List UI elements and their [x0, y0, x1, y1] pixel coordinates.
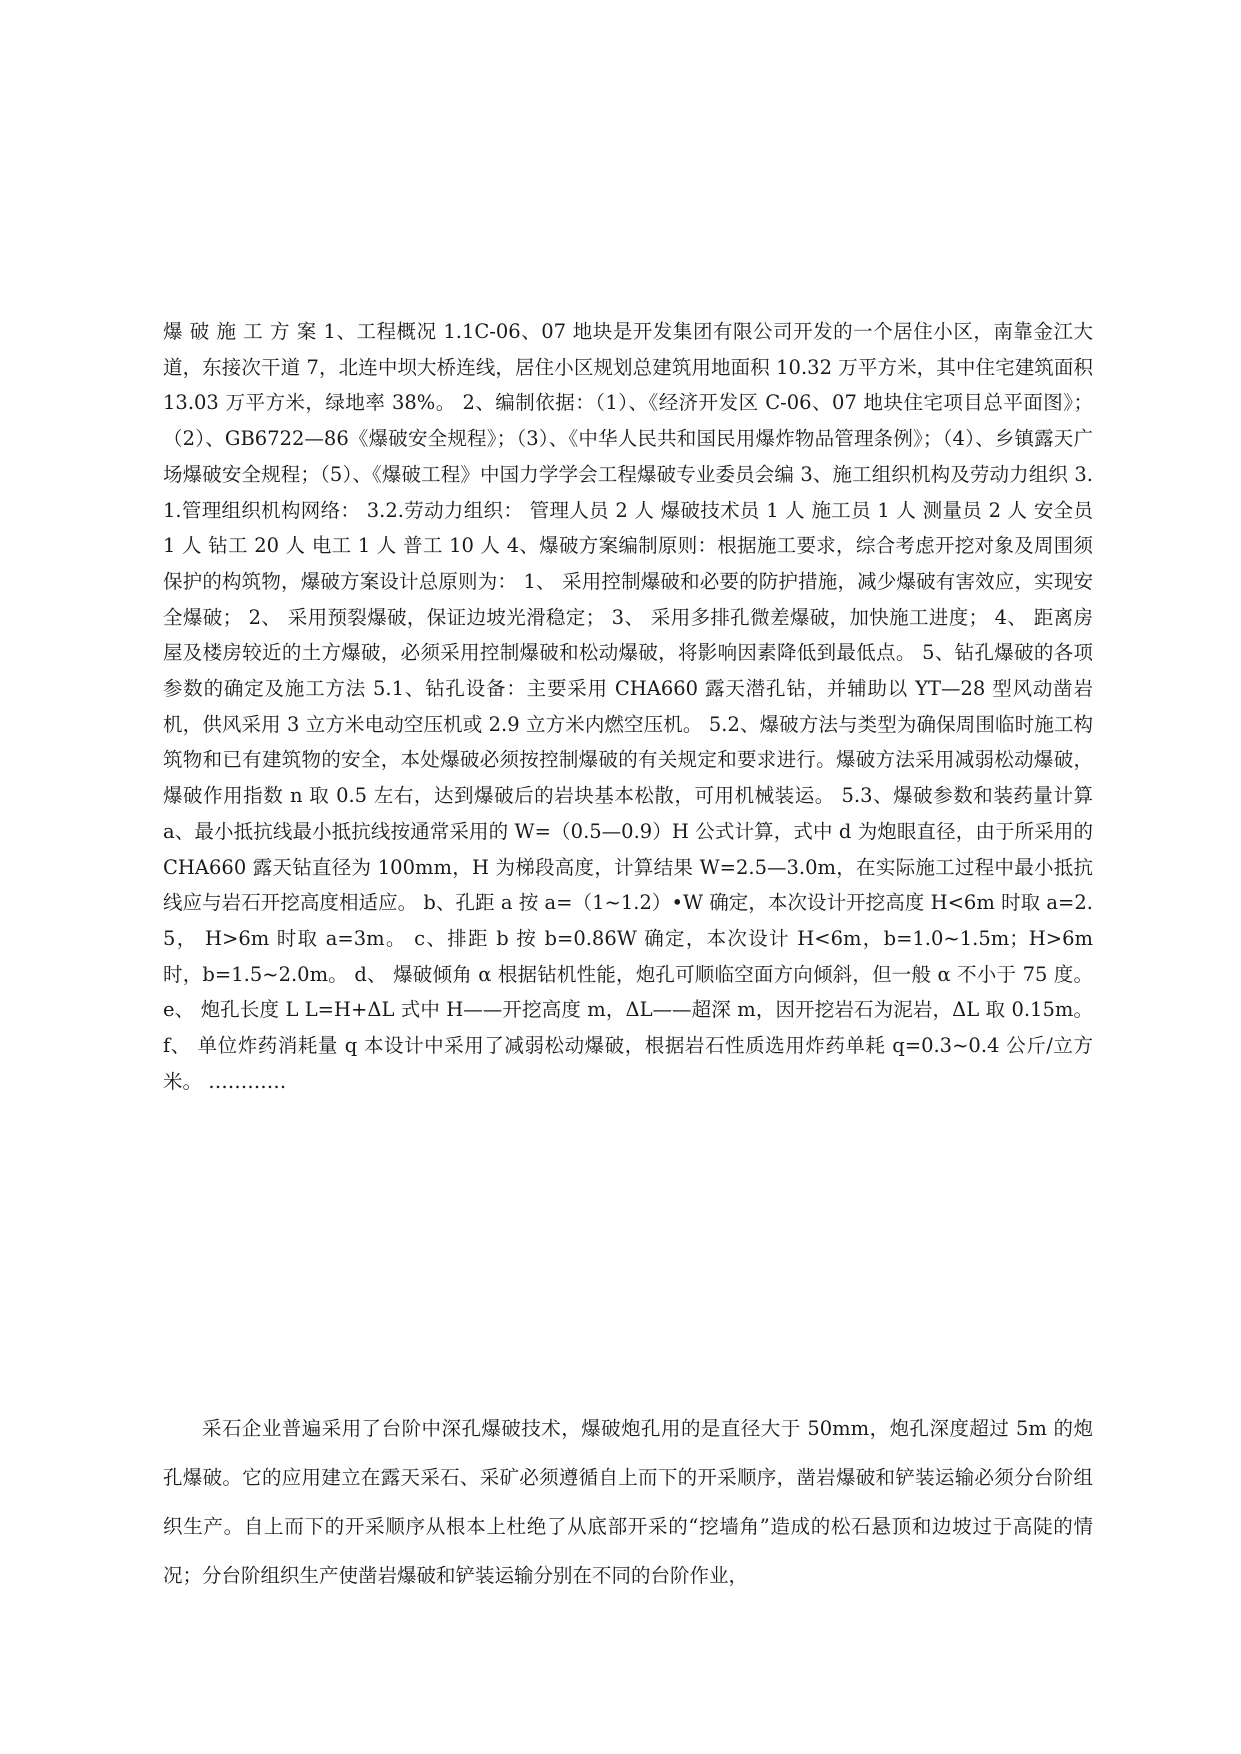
quarry-blasting-paragraph: 采石企业普遍采用了台阶中深孔爆破技术，爆破炮孔用的是直径大于 50mm，炮孔深度超过 5m 的炮孔爆破。它的应用建立在露天采石、采矿必须遵循自上而下的开采顺序，凿岩爆破和铲装运输必须分台阶组织生产。自上而下的开采顺序从根本上杜绝了从底部开采的“挖墙角”造成的松石悬顶和边坡过于高陡的情况；分台阶组织生产使凿岩爆破和铲装运输分别在不同的台阶作业， — [163, 1417, 1093, 1587]
blasting-plan-paragraph: 爆 破 施 工 方 案 1、工程概况 1.1C-06、07 地块是开发集团有限公司开发的一个居住小区，南靠金江大道，东接次干道 7，北连中坝大桥连线，居住小区规划总建筑用地面积 10.32 万平方米，其中住宅建筑面积 13.03 万平方米，绿地率 38%。 2、编制依据：（1）、《经济开发区 C-06、07 地块住宅项目总平面图》；（2）、GB6722—86《爆破安全规程》；（3）、《中华人民共和国民用爆炸物品管理条例》；（4）、乡镇露天广场爆破安全规程；（5）、《爆破工程》中国力学学会工程爆破专业委员会编 3、施工组织机构及劳动力组织 3.1.管理组织机构网络： 3.2.劳动力组织： 管理人员 2 人 爆破技术员 1 人 施工员 1 人 测量员 2 人 安全员 1 人 钻工 20 人 电工 1 人 普工 10 人 4、爆破方案编制原则：根据施工要求，综合考虑开挖对象及周围须保护的构筑物，爆破方案设计总原则为： 1、 采用控制爆破和必要的防护措施，减少爆破有害效应，实现安全爆破； 2、 采用预裂爆破，保证边坡光滑稳定； 3、 采用多排孔微差爆破，加快施工进度； 4、 距离房屋及楼房较近的土方爆破，必须采用控制爆破和松动爆破，将影响因素降低到最低点。 5、钻孔爆破的各项参数的确定及施工方法 5.1、钻孔设备：主要采用 CHA660 露天潜孔钻，并辅助以 YT—28 型风动凿岩机，供风采用 3 立方米电动空压机或 2.9 立方米内燃空压机。 5.2、爆破方法与类型为确保周围临时施工构筑物和已有建筑物的安全，本处爆破必须按控制爆破的有关规定和要求进行。爆破方法采用减弱松动爆破，爆破作用指数 n 取 0.5 左右，达到爆破后的岩块基本松散，可用机械装运。 5.3、爆破参数和装药量计算 a、最小抵抗线最小抵抗线按通常采用的 W=（0.5—0.9）H 公式计算，式中 d 为炮眼直径，由于所采用的 CHA660 露天钻直径为 100mm，H 为梯段高度，计算结果 W=2.5—3.0m，在实际施工过程中最小抵抗线应与岩石开挖高度相适应。 b、孔距 a 按 a=（1~1.2）•W 确定，本次设计开挖高度 H<6m 时取 a=2.5， H>6m 时取 a=3m。 c、排距 b 按 b=0.86W 确定，本次设计 H<6m，b=1.0~1.5m；H>6m 时，b=1.5~2.0m。 d、 爆破倾角 α 根据钻机性能，炮孔可顺临空面方向倾斜，但一般 α 不小于 75 度。 e、 炮孔长度 L L=H+ΔL 式中 H——开挖高度 m，ΔL——超深 m，因开挖岩石为泥岩，ΔL 取 0.15m。 f、 单位炸药消耗量 q 本设计中采用了减弱松动爆破，根据岩石性质选用炸药单耗 q=0.3~0.4 公斤/立方米。 ………… — [163, 320, 1093, 1093]
